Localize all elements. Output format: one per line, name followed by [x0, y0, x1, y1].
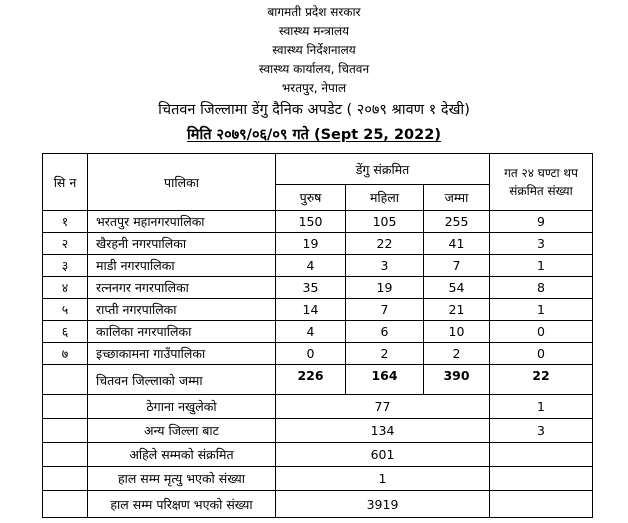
letterhead-line-office: स्वास्थ्य कार्यालय, चितवन [258, 62, 370, 76]
male-cell: 35 [276, 277, 346, 299]
last24-cell: 1 [490, 299, 593, 321]
sn-cell-empty [43, 419, 88, 443]
page-title: चितवन जिल्लामा डेंगु दैनिक अपडेट ( २०७९ श्रावण १ देखी) [158, 102, 470, 118]
palika-cell: राप्ती नगरपालिका [88, 299, 276, 321]
summary-row [43, 419, 593, 443]
table-row [43, 233, 593, 255]
sn-cell: ६ [43, 321, 88, 343]
female-cell: 22 [346, 233, 424, 255]
last24-cell: 0 [490, 321, 593, 343]
female-cell: 105 [346, 211, 424, 233]
sn-cell: ४ [43, 277, 88, 299]
summary-last24 [490, 443, 593, 467]
last24-cell: 3 [490, 233, 593, 255]
letterhead-line-ministry: स्वास्थ्य मन्त्रालय [278, 24, 350, 38]
palika-cell: रत्ननगर नगरपालिका [88, 277, 276, 299]
sn-cell-empty [43, 443, 88, 467]
table-header [43, 154, 593, 211]
total-cell: 7 [424, 255, 490, 277]
summary-value: 134 [276, 419, 490, 443]
sn-cell-empty [43, 365, 88, 395]
summary-last24: 1 [490, 395, 593, 419]
female-cell: 3 [346, 255, 424, 277]
table-row [43, 321, 593, 343]
total-cell: 41 [424, 233, 490, 255]
summary-row [43, 467, 593, 491]
last24-cell: 9 [490, 211, 593, 233]
last24-cell: 0 [490, 343, 593, 365]
col-header-sn: सि न [43, 154, 88, 211]
sn-cell-empty [43, 467, 88, 491]
letterhead-line-province: बागमती प्रदेश सरकार [267, 5, 361, 19]
summary-value: 3919 [276, 491, 490, 518]
total-cell: 10 [424, 321, 490, 343]
letterhead-line-directorate: स्वास्थ्य निर्देशनालय [272, 43, 356, 57]
district-total-male: 226 [276, 365, 346, 395]
sn-cell: ७ [43, 343, 88, 365]
summary-row [43, 491, 593, 518]
male-cell: 14 [276, 299, 346, 321]
male-cell: 4 [276, 321, 346, 343]
summary-label: हाल सम्म परिक्षण भएको संख्या [88, 491, 276, 518]
district-total-label: चितवन जिल्लाको जम्मा [88, 365, 276, 395]
table-row [43, 211, 593, 233]
district-total-total: 390 [424, 365, 490, 395]
summary-last24: 3 [490, 419, 593, 443]
sn-cell-empty [43, 491, 88, 518]
district-total-row [43, 365, 593, 395]
summary-last24 [490, 467, 593, 491]
letterhead [0, 3, 628, 98]
col-header-male: पुरुष [276, 185, 346, 211]
report-date: मिति २०७९/०६/०९ गते (Sept 25, 2022) [187, 127, 441, 143]
male-cell: 4 [276, 255, 346, 277]
col-header-female: महिला [346, 185, 424, 211]
female-cell: 19 [346, 277, 424, 299]
col-header-last24: गत २४ घण्टा थप संक्रमित संख्या [490, 154, 593, 211]
palika-cell: इच्छाकामना गाउँपालिका [88, 343, 276, 365]
palika-cell: कालिका नगरपालिका [88, 321, 276, 343]
col-header-total: जम्मा [424, 185, 490, 211]
col-header-dengue-infected: डेंगु संक्रमित [276, 154, 490, 185]
summary-label: अहिले सम्मको संक्रमित [88, 443, 276, 467]
palika-cell: भरतपुर महानगरपालिका [88, 211, 276, 233]
summary-value: 1 [276, 467, 490, 491]
table-row [43, 277, 593, 299]
sn-cell: १ [43, 211, 88, 233]
table-row [43, 255, 593, 277]
total-cell: 255 [424, 211, 490, 233]
last24-cell: 8 [490, 277, 593, 299]
male-cell: 150 [276, 211, 346, 233]
district-total-female: 164 [346, 365, 424, 395]
district-total-last24: 22 [490, 365, 593, 395]
total-cell: 21 [424, 299, 490, 321]
palika-cell: खैरहनी नगरपालिका [88, 233, 276, 255]
summary-last24 [490, 491, 593, 518]
table-row [43, 343, 593, 365]
summary-row [43, 395, 593, 419]
table-body [43, 211, 593, 518]
female-cell: 6 [346, 321, 424, 343]
sn-cell: ३ [43, 255, 88, 277]
last24-cell: 1 [490, 255, 593, 277]
sn-cell: ५ [43, 299, 88, 321]
male-cell: 19 [276, 233, 346, 255]
summary-label: अन्य जिल्ला बाट [88, 419, 276, 443]
summary-value: 77 [276, 395, 490, 419]
summary-row [43, 443, 593, 467]
summary-label: ठेगाना नखुलेको [88, 395, 276, 419]
sn-cell-empty [43, 395, 88, 419]
dengue-update-table [42, 153, 593, 518]
letterhead-line-location: भरतपुर, नेपाल [281, 81, 347, 95]
female-cell: 7 [346, 299, 424, 321]
header-row-1 [43, 154, 593, 185]
male-cell: 0 [276, 343, 346, 365]
sn-cell: २ [43, 233, 88, 255]
summary-label: हाल सम्म मृत्यु भएको संख्या [88, 467, 276, 491]
total-cell: 54 [424, 277, 490, 299]
female-cell: 2 [346, 343, 424, 365]
table-row [43, 299, 593, 321]
total-cell: 2 [424, 343, 490, 365]
palika-cell: माडी नगरपालिका [88, 255, 276, 277]
col-header-palika: पालिका [88, 154, 276, 211]
summary-value: 601 [276, 443, 490, 467]
